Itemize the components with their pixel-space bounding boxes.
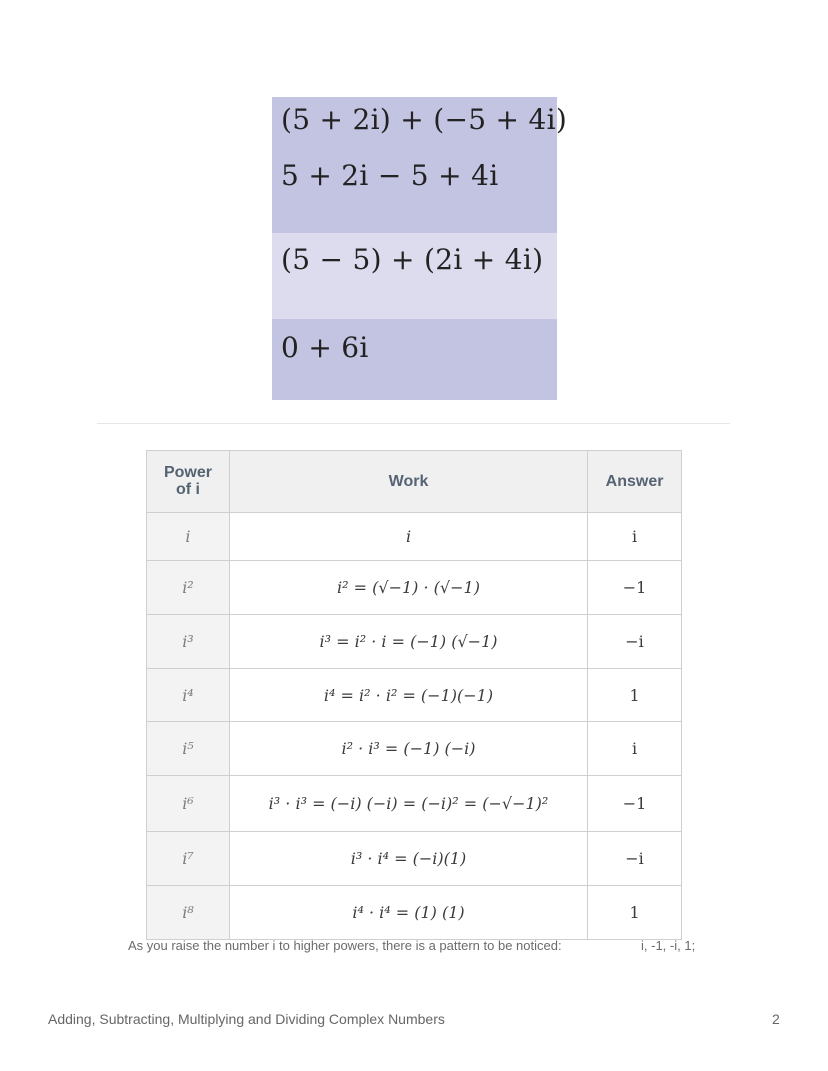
power-cell: i⁸ [147,886,230,940]
table-row [147,561,682,615]
example-segment-3 [272,319,557,400]
example-segment-2 [272,233,557,319]
table-row [147,722,682,776]
table-row [147,886,682,940]
pattern-note: As you raise the number i to higher powers, there is a pattern to be noticed: [128,938,562,953]
work-cell: i³ · i⁴ = (−i)(1) [229,832,587,886]
power-cell: i² [147,561,230,615]
answer-cell: −i [588,832,682,886]
power-cell: i⁷ [147,832,230,886]
table-row [147,832,682,886]
power-cell: i⁵ [147,722,230,776]
answer-cell: −i [588,615,682,669]
table-row [147,669,682,722]
example-line-4: 0 + 6i [281,331,369,364]
work-cell: i⁴ · i⁴ = (1) (1) [229,886,587,940]
example-line-3: (5 − 5) + (2i + 4i) [281,243,544,276]
page-number: 2 [772,1011,780,1027]
example-line-1: (5 + 2i) + (−5 + 4i) [281,103,568,136]
answer-cell: −1 [588,561,682,615]
work-cell: i⁴ = i² · i² = (−1)(−1) [229,669,587,722]
header-power: Power of i [147,451,230,513]
work-cell: i³ · i³ = (−i) (−i) = (−i)² = (−√−1)² [229,776,587,832]
addition-example-box [272,97,568,400]
power-cell: i⁶ [147,776,230,832]
example-line-2: 5 + 2i − 5 + 4i [281,159,499,192]
table-row [147,615,682,669]
header-work: Work [229,451,587,513]
answer-cell: 1 [588,886,682,940]
powers-of-i-table [146,450,682,940]
answer-cell: i [588,722,682,776]
pattern-sequence: i, -1, -i, 1; [641,938,696,953]
work-cell: i² = (√−1) · (√−1) [229,561,587,615]
table-row [147,776,682,832]
answer-cell: −1 [588,776,682,832]
table-header-row [147,451,682,513]
work-cell: i³ = i² · i = (−1) (√−1) [229,615,587,669]
work-cell: i² · i³ = (−1) (−i) [229,722,587,776]
table-row [147,513,682,561]
work-cell: i [229,513,587,561]
power-cell: i⁴ [147,669,230,722]
power-cell: i [147,513,230,561]
power-cell: i³ [147,615,230,669]
section-divider [97,423,730,424]
answer-cell: i [588,513,682,561]
answer-cell: 1 [588,669,682,722]
header-answer: Answer [588,451,682,513]
example-segment-1 [272,97,568,233]
footer-title: Adding, Subtracting, Multiplying and Dividing Complex Numbers [48,1011,445,1027]
